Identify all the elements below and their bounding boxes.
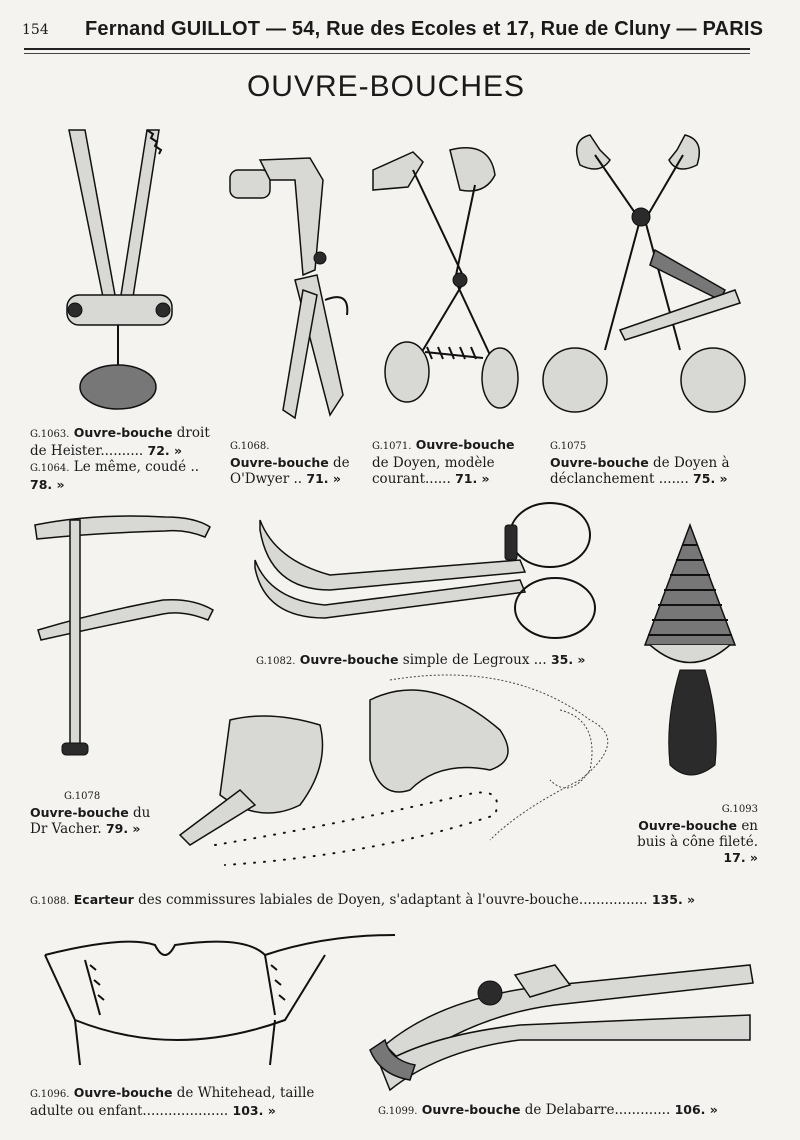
caption-g1071: G.1071. Ouvre-bouche de Doyen, modèle courant...... 71. » bbox=[372, 437, 515, 487]
page-title: OUVRE-BOUCHES bbox=[246, 70, 526, 103]
whitehead-mouth-gag-illustration bbox=[35, 925, 405, 1075]
header-rule-thin bbox=[24, 53, 750, 54]
delabarre-mouth-gag-illustration bbox=[365, 955, 755, 1100]
publisher-header: Fernand GUILLOT — 54, Rue des Ecoles et 17, Rue de Cluny — PARIS bbox=[85, 18, 764, 40]
caption-g1093: G.1093 Ouvre-bouche en buis à cône fileté. 17. » bbox=[637, 804, 758, 865]
wooden-cone-gag-illustration bbox=[640, 520, 745, 785]
caption-g1075: G.1075 Ouvre-bouche de Doyen à déclanchement ....... 75. » bbox=[550, 441, 730, 487]
legroux-mouth-gag-illustration bbox=[250, 500, 605, 645]
caption-g1099: G.1099. Ouvre-bouche de Delabarre............. 106. » bbox=[378, 1102, 718, 1118]
caption-g1078: G.1078 Ouvre-bouche du Dr Vacher. 79. » bbox=[30, 791, 151, 837]
heister-mouth-gag-illustration bbox=[55, 125, 195, 415]
caption-g1063: G.1063. Ouvre-bouche droit de Heister.......... 72. » G.1064. Le même, coudé .. 78. » bbox=[30, 425, 210, 492]
caption-g1088: G.1088. Ecarteur des commissures labiales de Doyen, s'adaptant à l'ouvre-bouche................ 135. » bbox=[30, 892, 696, 908]
doyen-lip-retractor-illustration bbox=[160, 670, 640, 880]
doyen-mouth-gag-illustration bbox=[365, 140, 525, 420]
caption-g1068: G.1068. Ouvre-bouche de O'Dwyer .. 71. » bbox=[230, 441, 350, 487]
header-rule bbox=[24, 48, 750, 50]
page-number: 154 bbox=[22, 22, 49, 38]
caption-g1096: G.1096. Ouvre-bouche de Whitehead, taille adulte ou enfant.................... 103. » bbox=[30, 1085, 315, 1119]
doyen-release-mouth-gag-illustration bbox=[535, 125, 750, 420]
caption-g1082: G.1082. Ouvre-bouche simple de Legroux ... 35. » bbox=[256, 652, 586, 668]
odwyer-mouth-gag-illustration bbox=[225, 150, 360, 425]
